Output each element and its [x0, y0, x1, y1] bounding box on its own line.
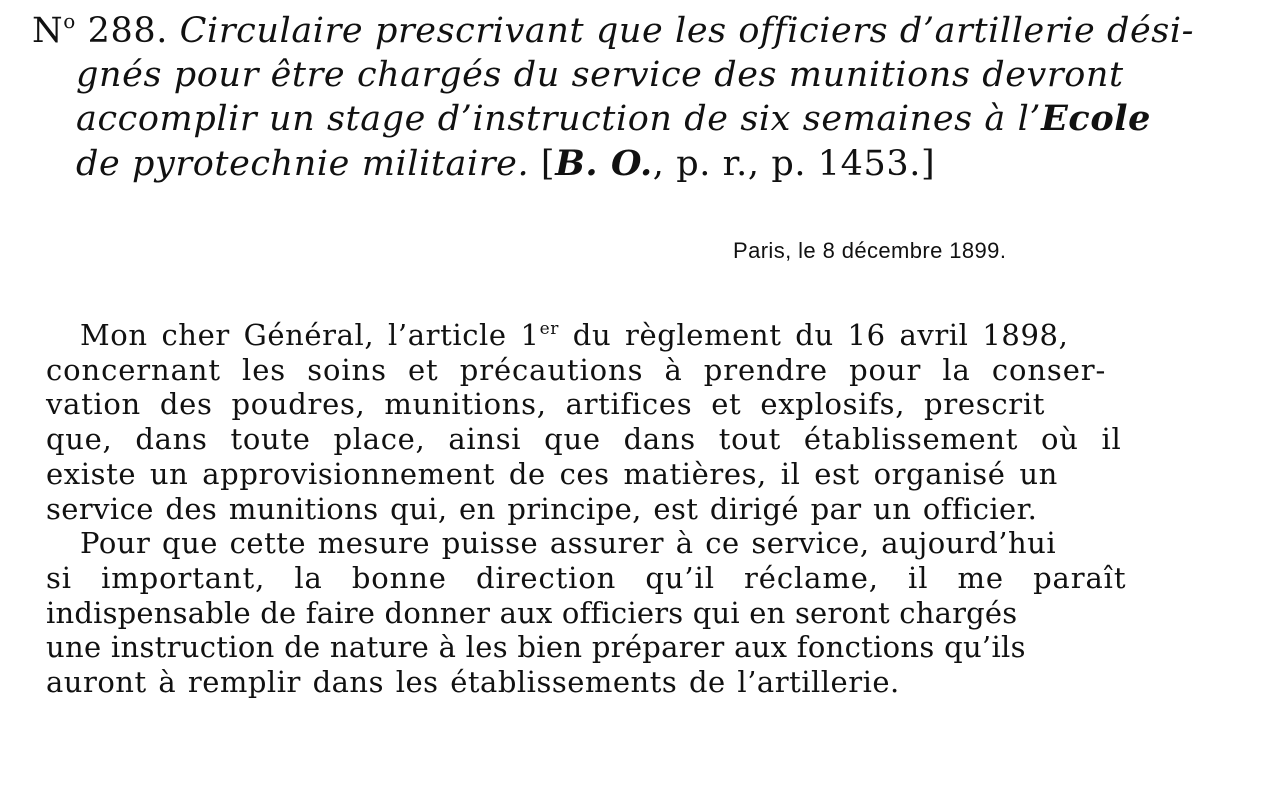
body-line-1-superscript: er [539, 319, 559, 339]
number-prefix: N [32, 11, 64, 51]
body-line-7: Pour que cette mesure puisse assurer à ce service, aujourd’hui [80, 526, 1057, 561]
body-line-1-end: du règlement du 16 avril 1898, [558, 318, 1069, 352]
body-line-11: auront à remplir dans les établissements de l’artillerie. [46, 665, 900, 700]
body-line-3: vation des poudres, munitions, artifices et explosifs, prescrit [46, 387, 1046, 422]
heading-line-3 [32, 97, 1252, 142]
number-superscript: o [63, 9, 76, 33]
body-line-1 [46, 318, 1266, 353]
body-line-10: une instruction de nature à les bien préparer aux fonctions qu’ils [46, 630, 1026, 665]
reference-open-bracket: [ [540, 143, 556, 184]
body-line-8: si important, la bonne direction qu’il réclame, il me paraît [46, 560, 1127, 595]
title-ecole: Ecole [1041, 98, 1152, 139]
body-line-5: existe un approvisionnement de ces matières, il est organisé un [46, 456, 1058, 491]
body-line-1-start: Mon cher Général, l’article 1 [80, 318, 540, 352]
body-line-9: indispensable de faire donner aux officiers qui en seront chargés [46, 595, 1018, 630]
number-value: 288. [75, 11, 168, 51]
body-line-6: service des munitions qui, en principe, est dirigé par un officier. [46, 491, 1038, 526]
title-line-1: Circulaire prescrivant que les officiers d’artillerie dési- [167, 11, 1195, 51]
reference-bulletin: B. O. [555, 142, 653, 184]
letter-body [46, 318, 1266, 700]
dateline: Paris, le 8 décembre 1899. [733, 238, 1007, 263]
body-line-4: que, dans toute place, ainsi que dans tout établissement où il [46, 422, 1122, 457]
heading-line-1 [32, 10, 1252, 54]
circular-heading [32, 10, 1252, 186]
heading-line-4 [32, 142, 1252, 187]
title-line-3: accomplir un stage d’instruction de six semaines à l’ [76, 99, 1042, 139]
title-line-2: gnés pour être chargés du service des munitions devront [76, 54, 1124, 95]
body-line-2: concernant les soins et précautions à prendre pour la conser- [46, 352, 1107, 387]
reference-page: , p. r., p. 1453.] [652, 143, 936, 184]
title-line-4: de pyrotechnie militaire. [76, 143, 541, 184]
circular-number [32, 11, 168, 51]
